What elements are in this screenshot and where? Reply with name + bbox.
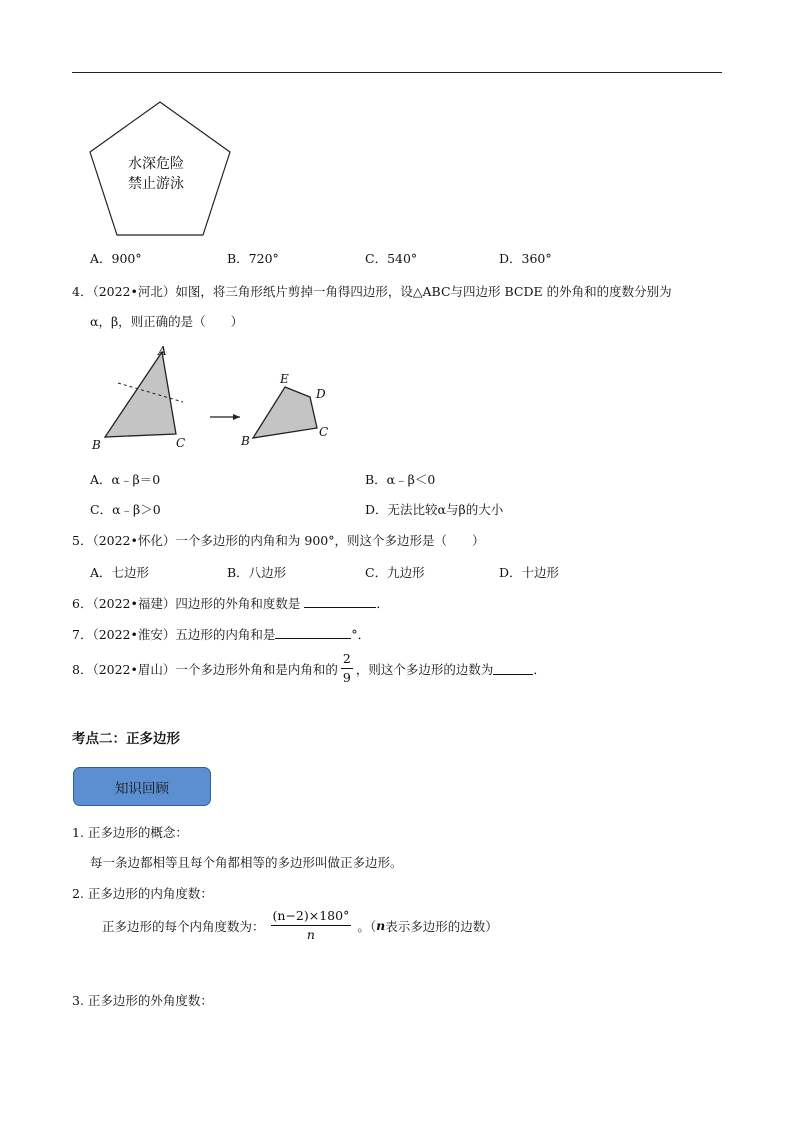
q8-frac-num: 2 <box>341 650 353 669</box>
q5-option-c: C．九边形 <box>365 565 425 580</box>
q7-line <box>72 625 370 643</box>
q4-option-b: B．α﹣β＜0 <box>365 472 436 487</box>
section-title: 考点二：正多边形 <box>72 731 180 747</box>
q6-end: ． <box>376 596 389 611</box>
q4-option-c: C．α﹣β＞0 <box>90 502 161 517</box>
point2-line <box>102 907 498 944</box>
q6-text: 6．（2022•福建）四边形的外角和度数是 <box>72 596 305 611</box>
point1-body: 每一条边都相等且每个角都相等的多边形叫做正多边形。 <box>90 855 403 870</box>
point2-frac-num: (n−2)×180° <box>271 907 352 926</box>
q4-stem-line2: α，β，则正确的是（ ） <box>90 314 244 329</box>
q8-line <box>72 650 546 687</box>
q5-option-b: B．八边形 <box>227 565 287 580</box>
label-a: A <box>158 344 167 358</box>
q3-option-c: C．540° <box>365 251 418 266</box>
point2-text: 正多边形的每个内角度数为： <box>102 918 265 934</box>
q8-frac-den: 9 <box>342 670 351 685</box>
q7-blank[interactable] <box>275 626 351 639</box>
q8-fraction <box>341 650 353 687</box>
pentagon-text-2: 禁止游泳 <box>128 176 184 192</box>
header-rule <box>72 72 722 73</box>
q3-option-d: D．360° <box>499 251 552 266</box>
point3-title: 3. 正多边形的外角度数： <box>72 993 213 1008</box>
q4-figure <box>85 340 345 455</box>
q7-end: °． <box>351 627 371 642</box>
q5-stem: 5．（2022•怀化）一个多边形的内角和为 900°，则这个多边形是（ ） <box>72 533 485 548</box>
label-d: D <box>316 387 326 401</box>
label-c: C <box>176 436 186 450</box>
q5-option-a: A．七边形 <box>90 565 150 580</box>
point2-text-3: 表示多边形的边数） <box>385 918 498 934</box>
q4-option-d: D．无法比较α与β的大小 <box>365 502 504 517</box>
point1-title: 1. 正多边形的概念： <box>72 825 188 840</box>
point2-text-2: 。（ <box>357 918 377 934</box>
q7-text: 7．（2022•淮安）五边形的内角和是 <box>72 627 276 642</box>
label-b2: B <box>241 434 250 448</box>
q8-text-2: ，则这个多边形的边数为 <box>355 661 494 677</box>
q5-option-d: D．十边形 <box>499 565 560 580</box>
q3-option-b: B．720° <box>227 251 279 266</box>
q8-text: 8．（2022•眉山）一个多边形外角和是内角和的 <box>72 661 338 677</box>
point2-var: n <box>376 918 386 933</box>
q8-blank[interactable] <box>493 662 533 675</box>
q4-option-a: A．α﹣β＝0 <box>90 472 161 487</box>
q8-end: ． <box>533 661 546 677</box>
q3-option-a: A．900° <box>90 251 142 266</box>
label-c2: C <box>319 425 329 439</box>
review-box <box>73 767 211 806</box>
point2-frac-den: n <box>306 927 315 942</box>
q6-line <box>72 594 389 612</box>
label-e: E <box>280 372 289 386</box>
pentagon-text-1: 水深危险 <box>128 156 184 172</box>
point2-fraction <box>271 907 352 944</box>
point2-title: 2. 正多边形的内角度数： <box>72 886 213 901</box>
q4-stem-line1: 4．（2022•河北）如图，将三角形纸片剪掉一角得四边形，设△ABC与四边形 BCDE 的外角和的度数分别为 <box>72 284 672 299</box>
q6-blank[interactable] <box>304 595 376 608</box>
review-box-label: 知识回顾 <box>115 780 169 797</box>
label-b: B <box>92 438 101 452</box>
